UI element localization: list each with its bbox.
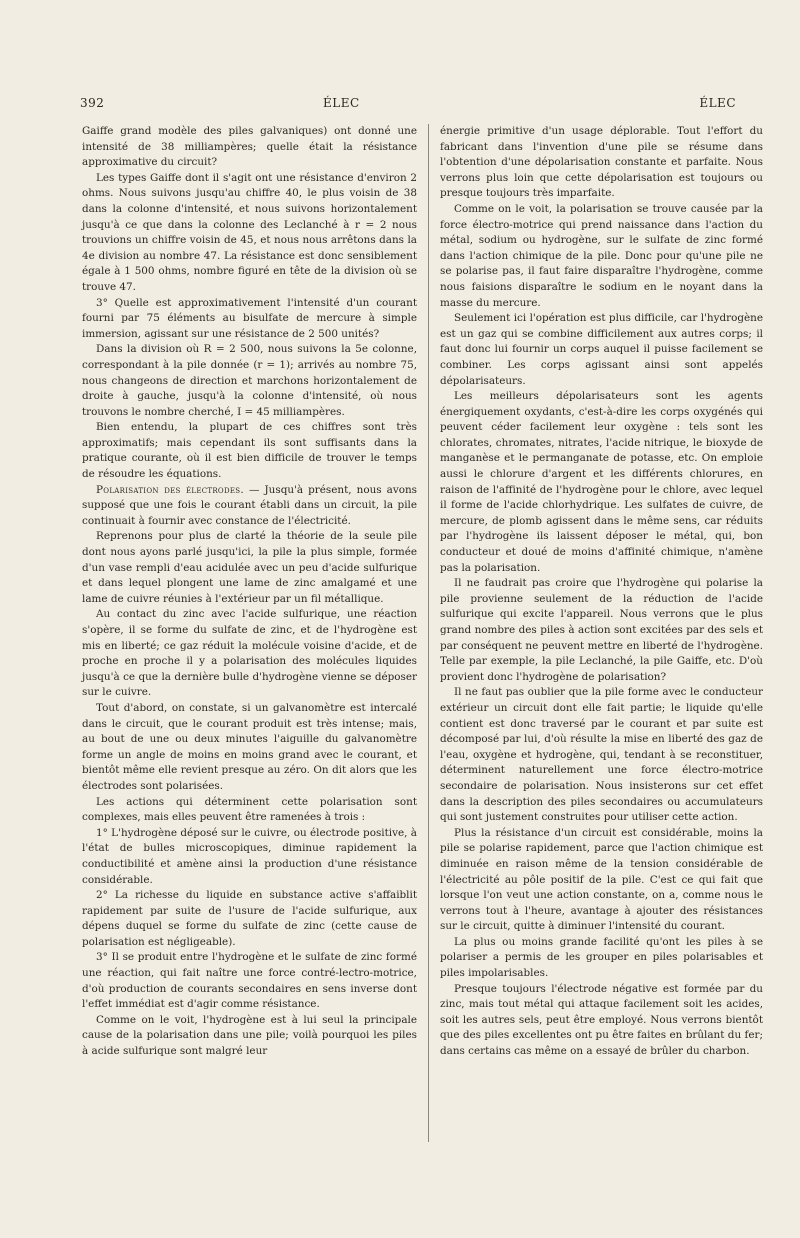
paragraph [440,982,763,1060]
paragraph [82,296,417,343]
paragraph [82,342,417,420]
left-column [82,124,417,1060]
paragraph-text: Reprenons pour plus de clarté la théorie de la seule pile dont nous ayons parlé jusqu'ici, la pile la plus simple, formée d'un vase rempli d'eau acidulée avec un peu d'acide sulfurique et dans lequel plongent une lame de zinc amalgamé et une lame de cuivre réunies à l'extérieur par un fil métallique. [82,530,417,605]
right-running-head: ÉLEC [699,96,736,110]
paragraph [82,124,417,171]
paragraph-text: 2° La richesse du liquide en substance active s'affaiblit rapidement par suite de l'usure de l'acide sulfurique, aux dépens duquel se forme du sulfate de zinc (cette cause de polarisation est négligeable). [82,889,417,948]
paragraph [82,795,417,826]
page-number: 392 [80,96,105,110]
paragraph-text: Comme on le voit, la polarisation se trouve causée par la force électro-motrice qui prend naissance dans l'action du métal, sodium ou hydrogène, sur le sulfate de zinc formé dans l'action chimique de la pile. Donc pour qu'une pile ne se polarise pas, il faut faire disparaître l'hydrogène, comme nous faisions disparaître le sodium en le noyant dans la masse du mercure. [440,202,763,309]
paragraph [82,1013,417,1060]
paragraph-text: 3° Quelle est approximativement l'intensité d'un courant fourni par 75 éléments au bisulfate de mercure à simple immersion, agissant sur une résistance de 2 500 unités? [82,296,417,340]
paragraph [82,950,417,1012]
paragraph-text: La plus ou moins grande facilité qu'ont les piles à se polariser a permis de les grouper en piles polarisables et piles impolarisables. [440,935,763,980]
paragraph [82,888,417,950]
paragraph-text: Les types Gaiffe dont il s'agit ont une résistance d'environ 2 ohms. Nous suivons jusqu'au chiffre 40, le plus voisin de 38 dans la colonne d'intensité, et nous suivons horizontalement jusqu'à ce que dans la colonne des Leclanché à r = 2 nous trouvions un chiffre voisin de 45, et nous nous arrêtons dans la 4e division au nombre 47. La résistance est donc sensiblement égale à 1 500 ohms, nombre figuré en tête de la division où se trouve 47. [82,171,417,293]
left-running-head: ÉLEC [323,96,360,110]
paragraph [440,685,763,825]
paragraph-text: Gaiffe grand modèle des piles galvaniques) ont donné une intensité de 38 milliampères; quelle était la résistance approximative du circuit? [82,125,417,169]
paragraph-text: Presque toujours l'électrode négative est formée par du zinc, mais tout métal qui attaque facilement soit les acides, soit les autres sels, peut être employé. Nous verrons bientôt que des piles excellentes ont pu être faites en brûlant du fer; dans certains cas même on a essayé de brûler du charbon. [440,982,763,1058]
paragraph-text: Il ne faudrait pas croire que l'hydrogène qui polarise la pile provienne seulement de la réduction de l'acide sulfurique qui excite l'appareil. Nous verrons que le plus grand nombre des piles à action sont excitées par des sels et par conséquent ne peuvent mettre en liberté de l'hydrogène. Telle par exemple, la pile Leclanché, la pile Gaiffe, etc. D'où provient donc l'hydrogène de polarisation? [440,577,763,683]
paragraph [82,420,417,482]
paragraph [82,701,417,795]
paragraph-text: Bien entendu, la plupart de ces chiffres sont très approximatifs; mais cependant ils sont suffisants dans la pratique courante, où il est bien difficile de trouver le temps de résoudre les équations. [82,421,417,481]
paragraph-text: Comme on le voit, l'hydrogène est à lui seul la principale cause de la polarisation dans une pile; voilà pourquoi les piles à acide sulfurique sont malgré leur [82,1013,417,1058]
paragraph [440,311,763,389]
section-heading: Polarisation des électrodes. [96,483,244,496]
paragraph-text: Plus la résistance d'un circuit est considérable, moins la pile se polarise rapidement, parce que l'action chimique est diminuée en raison même de la tension considérable de l'électricité au pôle positif de la pile. C'est ce qui fait que lorsque l'on veut une action constante, on a, comme nous le verrons tout à l'heure, avantage à ajouter des résistances sur le circuit, quitte à diminuer l'intensité du courant. [440,826,763,933]
paragraph-text: Les actions qui déterminent cette polarisation sont complexes, mais elles peuvent être ramenées à trois : [82,795,417,824]
paragraph [440,389,763,576]
paragraph-text: Au contact du zinc avec l'acide sulfurique, une réaction s'opère, il se forme du sulfate de zinc, et de l'hydrogène est mis en liberté; ce gaz réduit la molécule voisine d'acide, et de proche en proche il y a polarisation des molécules liquides jusqu'à ce que la dernière bulle d'hydrogène vienne se déposer sur le cuivre. [82,608,417,699]
paragraph-text: 1° L'hydrogène déposé sur le cuivre, ou électrode positive, à l'état de bulles microscopiques, diminue rapidement la conductibilité et amène ainsi la production d'une résistance considérable. [82,826,417,886]
paragraph [440,935,763,982]
paragraph [82,826,417,888]
paragraph [82,483,417,530]
column-divider [428,124,429,1142]
paragraph-text: Dans la division où R = 2 500, nous suivons la 5e colonne, correspondant à la pile donnée (r = 1); arrivés au nombre 75, nous changeons de direction et marchons horizontalement de droite à gauche, jusqu'à la colonne d'intensité, où nous trouvons le nombre cherché, I = 45 milliampères. [82,343,417,418]
paragraph-text: Tout d'abord, on constate, si un galvanomètre est intercalé dans le circuit, que le courant produit est très intense; mais, au bout de une ou deux minutes l'aiguille du galvanomètre forme un angle de moins en moins grand avec le courant, et bientôt même elle revient presque au zéro. On dit alors que les électrodes sont polarisées. [82,701,417,792]
paragraph [440,202,763,311]
paragraph [82,171,417,296]
right-column [440,124,763,1060]
paragraph [440,124,763,202]
paragraph-text: Il ne faut pas oublier que la pile forme avec le conducteur extérieur un circuit dont elle fait partie; le liquide qu'elle contient est donc traversé par le courant et par suite est décomposé par lui, d'où résulte la mise en liberté des gaz de l'eau, oxygène et hydrogène, qui, tendant à se reconstituer, déterminent naturellement une force électro-motrice secondaire de polarisation. Nous insisterons sur cet effet dans la description des piles secondaires ou accumulateurs qui sont justement construites pour utiliser cette action. [440,686,763,824]
paragraph [440,826,763,935]
paragraph-text: 3° Il se produit entre l'hydrogène et le sulfate de zinc formé une réaction, qui fait naître une force contré-lectro-motrice, d'où production de courants secondaires en sens inverse dont l'effet immédiat est d'agir comme résistance. [82,951,417,1011]
paragraph-text: Seulement ici l'opération est plus difficile, car l'hydrogène est un gaz qui se combine difficilement aux autres corps; il faut donc lui fournir un corps auquel il puisse facilement se combiner. Les corps agissant ainsi sont appelés dépolarisateurs. [440,312,763,387]
paragraph-text: énergie primitive d'un usage déplorable. Tout l'effort du fabricant dans l'invention d'une pile se résume dans l'obtention d'une dépolarisation constante et parfaite. Nous verrons plus loin que cette dépolarisation est toujours ou presque toujours très imparfaite. [440,125,763,200]
paragraph [82,607,417,701]
paragraph-text: — Jusqu'à présent, nous avons supposé que une fois le courant établi dans un circuit, la pile continuait à fournir avec constance de l'électricité. [82,483,417,527]
paragraph-text: Les meilleurs dépolarisateurs sont les agents énergiquement oxydants, c'est-à-dire les corps oxygénés qui peuvent céder facilement leur oxygène : tels sont les chlorates, chromates, nitrates, l'acide nitrique, le bioxyde de manganèse et le permanganate de potasse, etc. On emploie aussi le chlorure d'argent et les différents chlorures, en raison de l'affinité de l'hydrogène pour le chlore, avec lequel il forme de l'acide chlorhydrique. Les sulfates de cuivre, de mercure, de plomb agissent dans le même sens, car réduits par l'hydrogène ils laissent déposer le métal, qui, bon conducteur et doué de moins d'affinité chimique, n'amène pas la polarisation. [440,390,763,574]
paragraph [82,529,417,607]
paragraph [440,576,763,685]
running-header [80,96,738,114]
